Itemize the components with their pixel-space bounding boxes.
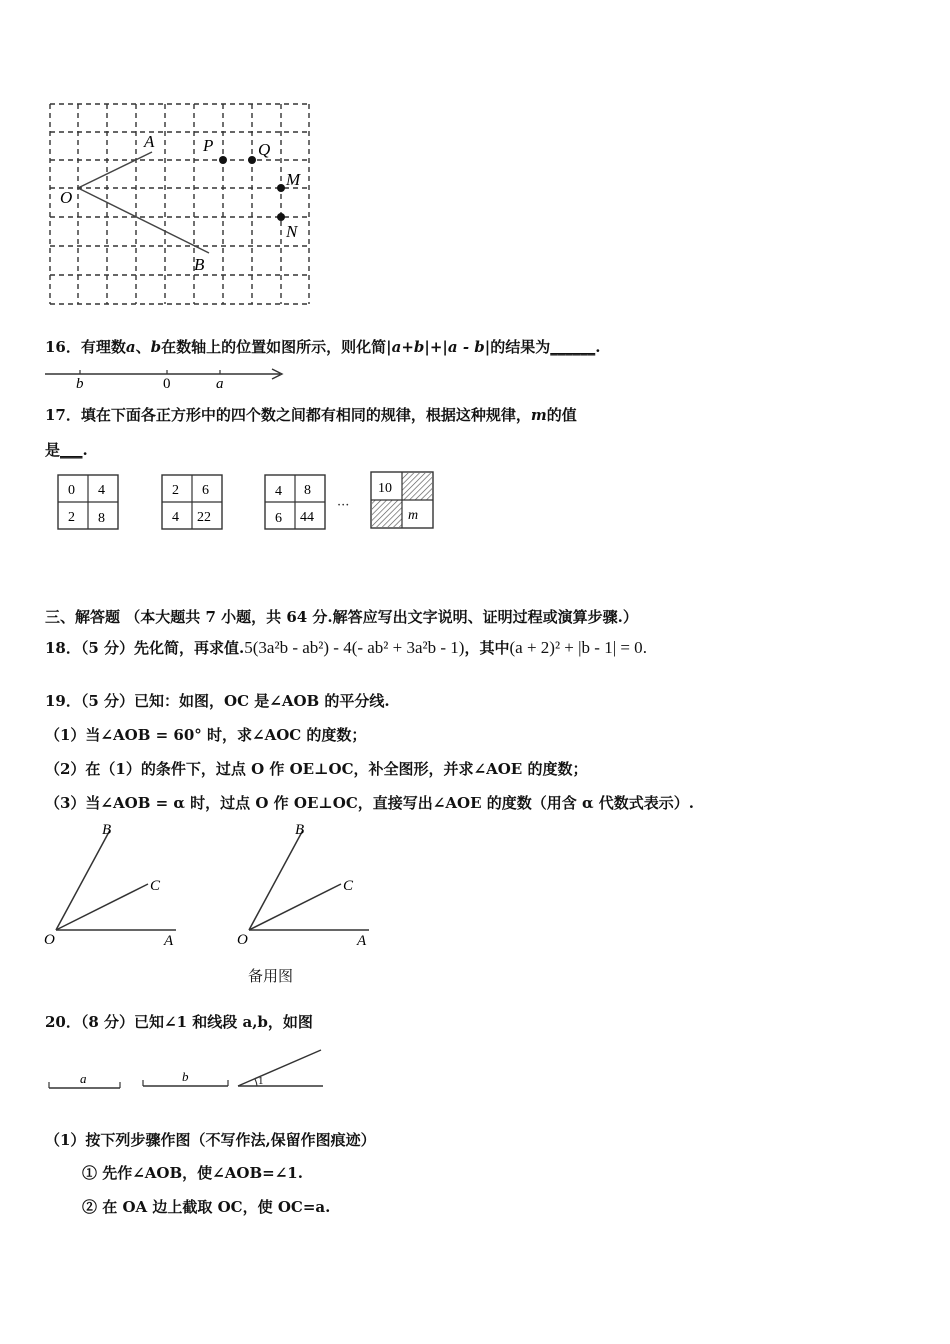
numberline-a: a [216,376,224,392]
square-2 [161,474,223,530]
squares-ellipsis: ··· [337,498,350,513]
angle-1-label: 1 [258,1075,264,1087]
angle-figure-2 [233,818,383,953]
sq3-bl: 6 [275,511,282,526]
fig1-label-c: C [150,878,161,894]
hatched-cell-tr [402,473,432,500]
backup-figure-caption: 备用图 [248,967,294,985]
sq2-bl: 4 [172,510,179,525]
fig1-label-a: A [164,933,174,949]
section3-title: 三、解答题 （本大题共 7 小题，共 64 分.解答应写出文字说明、证明过程或演算步骤.） [45,608,638,626]
fig1-label-o: O [44,932,55,948]
label-b: B [194,255,205,274]
numberline-zero: 0 [163,376,171,392]
q18-text: 18．（5 分）先化简，再求值.5(3a²b - ab²) - 4(- ab² + 3a²b - 1)，其中(a + 2)² + |b - 1| = 0. [45,638,647,657]
numberline-b: b [76,376,84,392]
hatched-cell-bl [372,500,402,527]
segment-a-label: a [80,1071,87,1086]
sq2-tl: 2 [172,483,179,498]
grid-figure [40,95,320,315]
sq1-br: 8 [98,511,105,526]
sq4-br: m [408,508,419,523]
q16-text: 16．有理数a、b在数轴上的位置如图所示，则化简|a+b|+|a - b|的结果为______. [45,338,601,356]
segment-a-figure [46,1068,126,1092]
fig2-label-o: O [237,932,248,948]
sq3-tr: 8 [304,483,311,498]
label-n: N [286,222,298,241]
angle-1-figure [235,1046,330,1090]
q20-part1: （1）按下列步骤作图（不写作法,保留作图痕迹） [45,1131,376,1149]
sq1-tl: 0 [68,483,75,498]
q19-stem: 19．（5 分）已知：如图，OC 是∠AOB 的平分线. [45,692,390,710]
point-m [277,184,285,192]
sq1-bl: 2 [68,510,75,525]
fig1-label-b: B [102,822,112,838]
sq1-tr: 4 [98,483,105,498]
point-n [277,213,285,221]
q19-part2: （2）在（1）的条件下，过点 O 作 OE⊥OC，补全图形，并求∠AOE 的度数； [45,760,588,778]
square-4 [370,471,434,529]
label-o: O [60,188,73,207]
q19-part1: （1）当∠AOB = 60° 时，求∠AOC 的度数； [45,726,367,744]
q20-step1: ① 先作∠AOB，使∠AOB=∠1. [82,1164,303,1182]
square-3 [264,474,326,530]
sq2-tr: 6 [202,483,209,498]
q17-text-line2: 是___. [45,441,88,459]
sq3-tl: 4 [275,484,282,499]
point-p [219,156,227,164]
point-q [248,156,256,164]
ray-oa [78,152,152,188]
q17-text: 17．填在下面各正方形中的四个数之间都有相同的规律，根据这种规律，m的值 [45,406,577,424]
angle-figure-1 [40,818,190,953]
label-q: Q [258,140,271,159]
label-m: M [286,170,301,189]
label-a: A [144,132,155,151]
ray-ob [78,188,209,253]
fig2-label-a: A [357,933,367,949]
segment-b-figure [140,1066,232,1090]
label-p: P [203,136,214,155]
square-1 [57,474,119,530]
sq3-br: 44 [300,510,314,525]
q20-step2: ② 在 OA 边上截取 OC，使 OC=a. [82,1198,331,1216]
sq2-br: 22 [197,510,211,525]
sq4-tl: 10 [378,481,392,496]
fig2-label-c: C [343,878,354,894]
q20-stem: 20．（8 分）已知∠1 和线段 a,b，如图 [45,1013,313,1031]
segment-b-label: b [182,1069,189,1084]
q19-part3: （3）当∠AOB = α 时，过点 O 作 OE⊥OC，直接写出∠AOE 的度数（用含 α 代数式表示）. [45,794,694,812]
fig2-label-b: B [295,822,305,838]
number-line [42,362,292,392]
